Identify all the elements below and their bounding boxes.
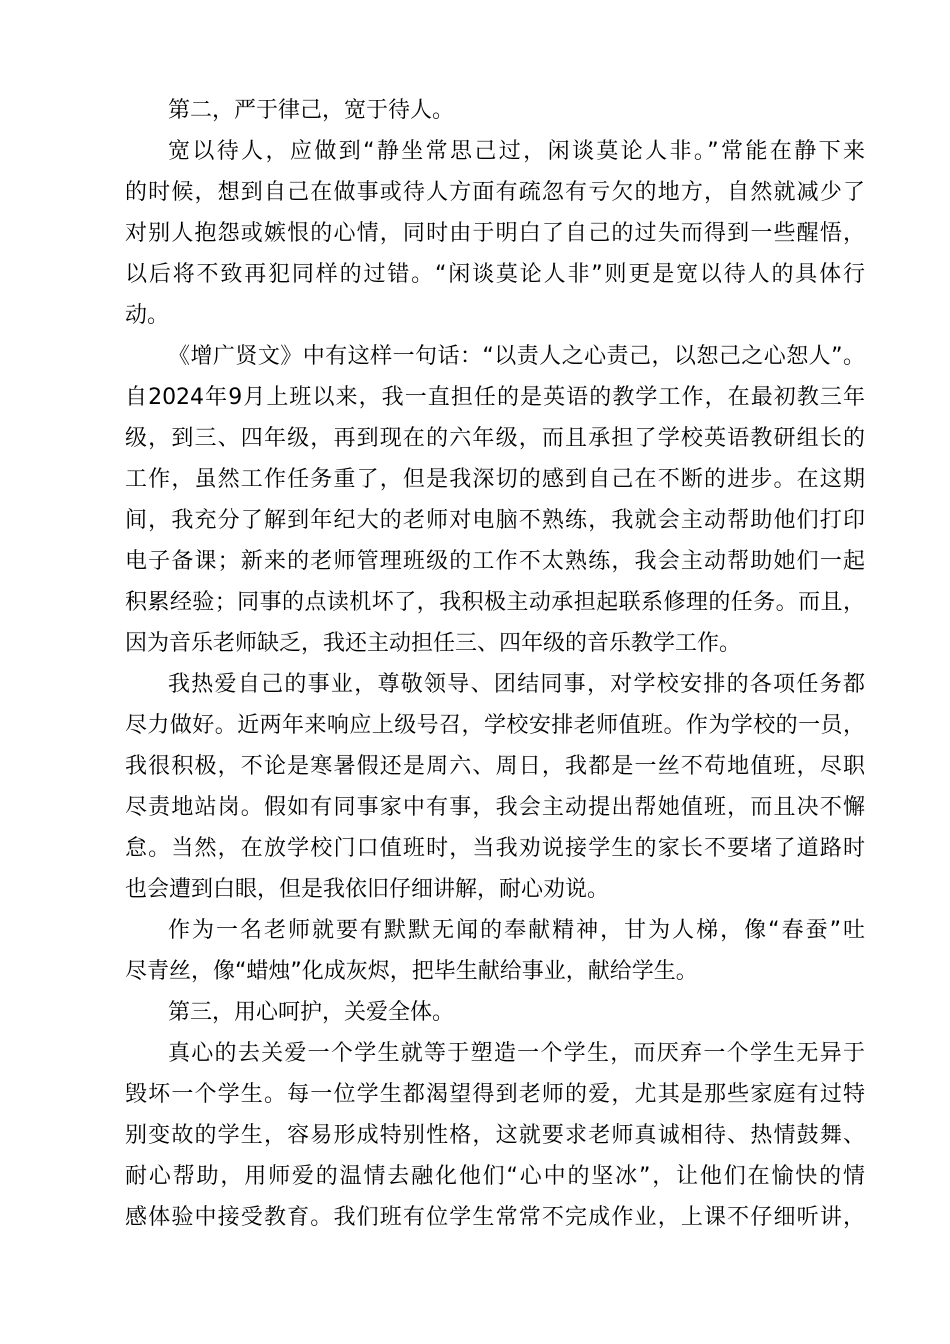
- text-line: 级，到三、四年级，再到现在的六年级，而且承担了学校英语教研组长的: [125, 426, 865, 451]
- text-line: 的时候，想到自己在做事或待人方面有疏忽有亏欠的地方，自然就减少了: [125, 180, 865, 205]
- text-line: 间，我充分了解到年纪大的老师对电脑不熟练，我就会主动帮助他们打印: [125, 508, 865, 533]
- text-line: 积累经验；同事的点读机坏了，我积极主动承担起联系修理的任务。而且，: [125, 590, 865, 615]
- text-line: 以后将不致再犯同样的过错。“闲谈莫论人非”则更是宽以待人的具体行: [125, 262, 865, 287]
- text-line: 电子备课；新来的老师管理班级的工作不太熟练，我会主动帮助她们一起: [125, 549, 865, 574]
- text-line: 别变故的学生，容易形成特别性格，这就要求老师真诚相待、热情鼓舞、: [125, 1123, 865, 1148]
- text-line: 我热爱自己的事业，尊敬领导、团结同事，对学校安排的各项任务都: [168, 672, 865, 697]
- text-line: 毁坏一个学生。每一位学生都渴望得到老师的爱，尤其是那些家庭有过特: [125, 1082, 865, 1107]
- text-line: 我很积极，不论是寒暑假还是周六、周日，我都是一丝不苟地值班，尽职: [125, 754, 865, 779]
- text-line: 第二，严于律己，宽于待人。: [168, 98, 455, 123]
- text-line: 宽以待人，应做到“静坐常思己过，闲谈莫论人非。”常能在静下来: [168, 139, 865, 164]
- text-line: 感体验中接受教育。我们班有位学生常常不完成作业，上课不仔细听讲，: [125, 1205, 865, 1230]
- text-line: 尽力做好。近两年来响应上级号召，学校安排老师值班。作为学校的一员，: [125, 713, 865, 738]
- text-line: 第三，用心呵护，关爱全体。: [168, 1000, 455, 1025]
- text-line: 作为一名老师就要有默默无闻的奉献精神，甘为人梯，像“春蚕”吐: [168, 918, 865, 943]
- text-line: 对别人抱怨或嫉恨的心情，同时由于明白了自己的过失而得到一些醒悟，: [125, 221, 865, 246]
- text-line: 尽青丝，像“蜡烛”化成灰烬，把毕生献给事业，献给学生。: [125, 959, 698, 984]
- text-line: 自2024年9月上班以来，我一直担任的是英语的教学工作，在最初教三年: [125, 385, 865, 410]
- text-line: 《增广贤文》中有这样一句话：“以责人之心责己，以恕己之心恕人”。: [168, 344, 865, 369]
- text-line: 怠。当然，在放学校门口值班时，当我劝说接学生的家长不要堵了道路时: [125, 836, 865, 861]
- text-line: 尽责地站岗。假如有同事家中有事，我会主动提出帮她值班，而且决不懈: [125, 795, 865, 820]
- text-line: 也会遭到白眼，但是我依旧仔细讲解，耐心劝说。: [125, 877, 610, 902]
- text-line: 动。: [125, 303, 170, 328]
- text-line: 因为音乐老师缺乏，我还主动担任三、四年级的音乐教学工作。: [125, 631, 742, 656]
- text-line: 工作，虽然工作任务重了，但是我深切的感到自己在不断的进步。在这期: [125, 467, 865, 492]
- text-line: 真心的去关爱一个学生就等于塑造一个学生，而厌弃一个学生无异于: [168, 1041, 865, 1066]
- text-line: 耐心帮助，用师爱的温情去融化他们“心中的坚冰”，让他们在愉快的情: [125, 1164, 865, 1189]
